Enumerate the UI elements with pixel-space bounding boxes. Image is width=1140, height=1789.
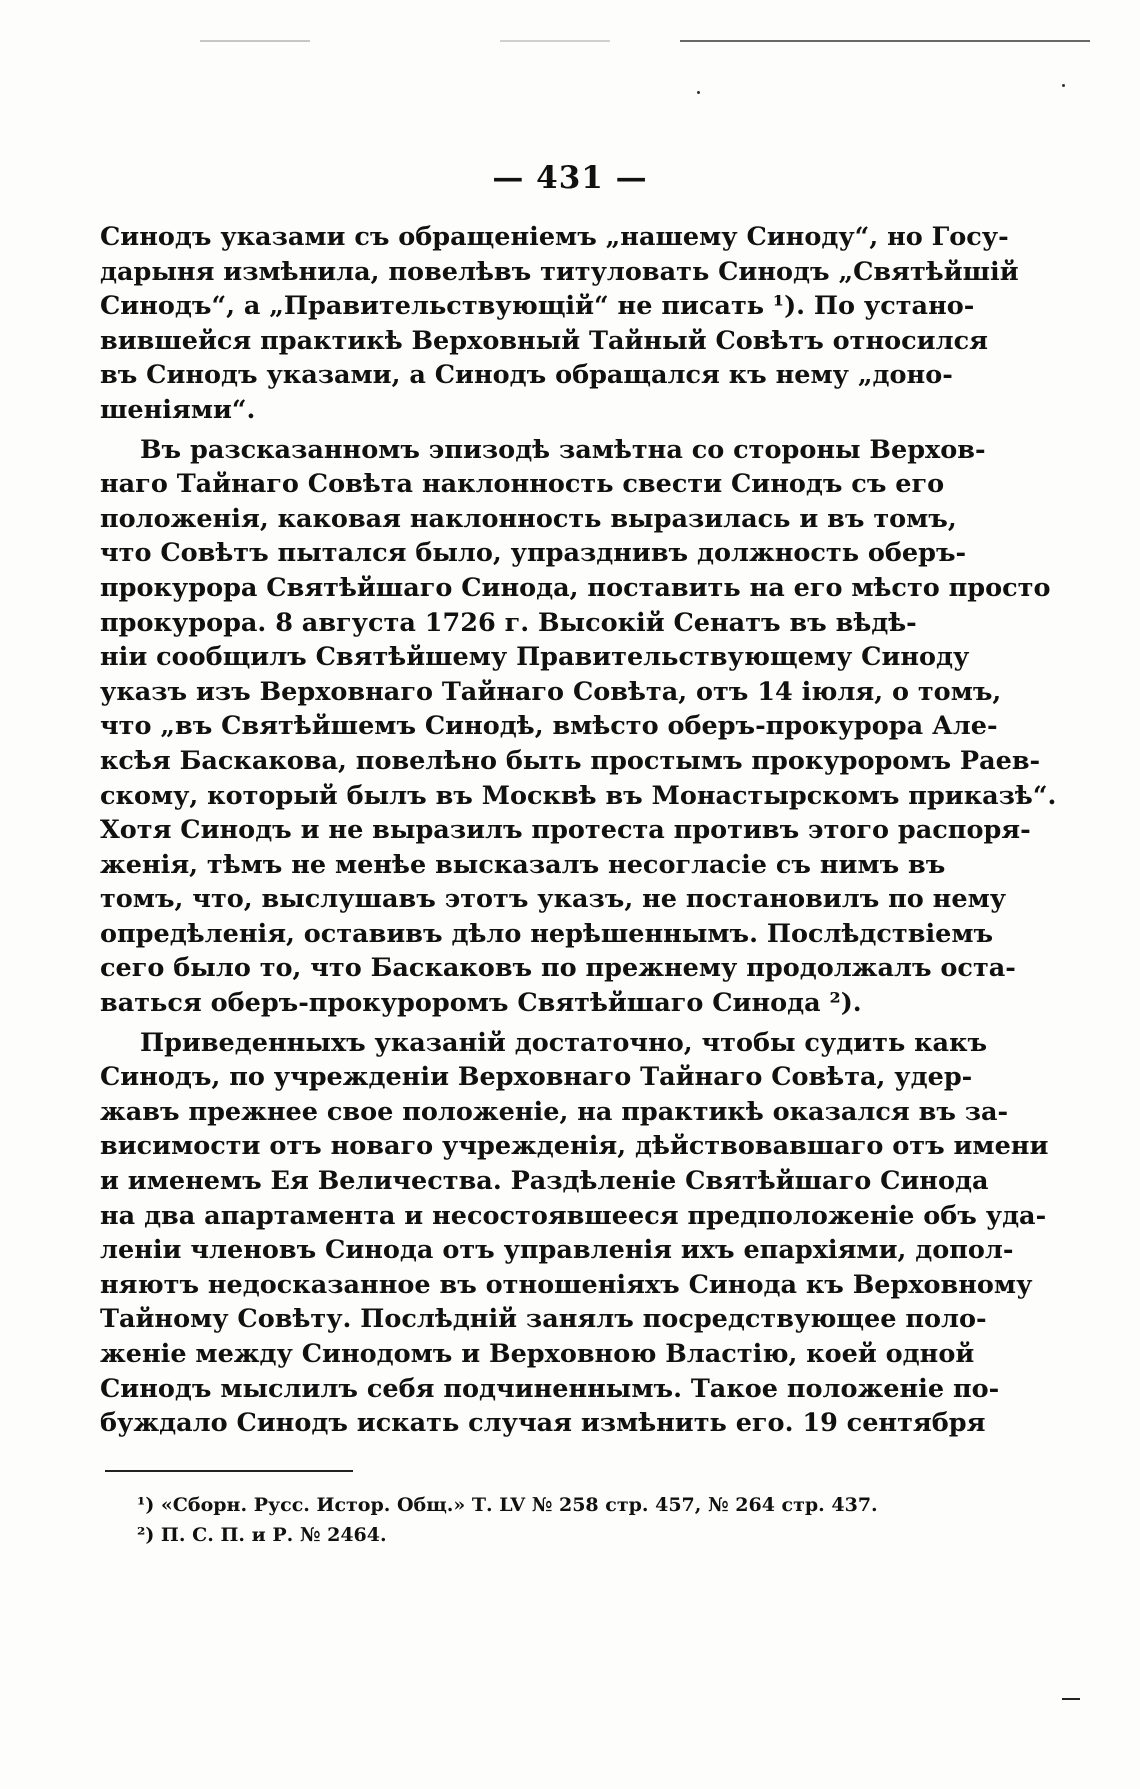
text-line: ніи сообщилъ Святѣйшему Правительствующему Синоду — [100, 642, 970, 673]
text-line: женія, тѣмъ не менѣе высказалъ несогласіе съ нимъ въ — [100, 849, 946, 880]
margin-mark — [1062, 1698, 1080, 1700]
text-line: сего было то, что Баскаковъ по прежнему продолжалъ оста- — [100, 953, 1016, 984]
text-line: Синодъ мыслилъ себя подчиненнымъ. Такое положеніе по- — [100, 1373, 1000, 1404]
footnote-text: «Сборн. Русс. Истор. Общ.» Т. LV № 258 стр. 457, № 264 стр. 437. — [154, 1494, 878, 1516]
footnote-mark: ¹) — [137, 1494, 155, 1516]
footnote-mark: ²) — [137, 1524, 155, 1546]
text-line: и именемъ Ея Величества. Раздѣленіе Святѣйшаго Синода — [100, 1166, 989, 1197]
footnote-text: П. С. П. и Р. № 2464. — [154, 1524, 387, 1546]
text-line: ксѣя Баскакова, повелѣно быть простымъ прокуроромъ Раев- — [100, 745, 1041, 776]
text-line: жавъ прежнее свое положеніе, на практикѣ оказался въ за- — [100, 1096, 1009, 1127]
text-line: дарыня измѣнила, повелѣвъ титуловать Синодъ „Святѣйшій — [100, 256, 1019, 287]
text-line: Синодъ“, а „Правительствующій“ не писать ¹). По устано- — [100, 291, 975, 322]
text-line: что „въ Святѣйшемъ Синодѣ, вмѣсто оберъ-прокурора Але- — [100, 711, 998, 742]
text-line: опредѣленія, оставивъ дѣло нерѣшеннымъ. Послѣдствіемъ — [100, 918, 994, 949]
text-line: томъ, что, выслушавъ этотъ указъ, не постановилъ по нему — [100, 884, 1007, 915]
scan-speck — [697, 91, 700, 94]
text-line: Синодъ, по учрежденіи Верховнаго Тайнаго Совѣта, удер- — [100, 1062, 973, 1093]
text-line: что Совѣтъ пытался было, упразднивъ должность оберъ- — [100, 538, 967, 569]
text-line: вившейся практикѣ Верховный Тайный Совѣтъ относился — [100, 325, 988, 356]
text-line: шеніями“. — [100, 394, 256, 425]
text-line: женіе между Синодомъ и Верховною Властію, коей одной — [100, 1339, 975, 1369]
text-line: наго Тайнаго Совѣта наклонность свести Синодъ съ его — [100, 469, 945, 500]
text-line: прокурора Святѣйшаго Синода, поставить на его мѣсто просто — [100, 572, 1051, 603]
paragraph-first-line: Въ разсказанномъ эпизодѣ замѣтна со стороны Верхов- — [140, 434, 986, 465]
text-line: скому, который былъ въ Москвѣ въ Монастырскомъ приказѣ“. — [100, 780, 1057, 811]
paragraph-first-line: Приведенныхъ указаній достаточно, чтобы судить какъ — [140, 1027, 988, 1058]
text-line: леніи членовъ Синода отъ управленія ихъ епархіями, допол- — [100, 1235, 1014, 1266]
text-line: Тайному Совѣту. Послѣдній занялъ посредствующее поло- — [100, 1304, 987, 1335]
scan-speck — [1062, 84, 1065, 87]
footnote-divider — [105, 1470, 353, 1472]
text-line: буждало Синодъ искать случая измѣнить его. 19 сентября — [100, 1408, 986, 1439]
text-line: няютъ недосказанное въ отношеніяхъ Синода къ Верховному — [100, 1269, 1033, 1300]
page-number: — 431 — — [492, 160, 648, 196]
text-line: прокурора. 8 августа 1726 г. Высокій Сенатъ въ вѣдѣ- — [100, 607, 917, 638]
text-line: въ Синодъ указами, а Синодъ обращался къ нему „доно- — [100, 360, 953, 391]
text-line: указъ изъ Верховнаго Тайнаго Совѣта, отъ 14 іюля, о томъ, — [100, 676, 1002, 707]
text-line: висимости отъ новаго учрежденія, дѣйствовавшаго отъ имени — [100, 1131, 1049, 1162]
footnote-1 — [137, 1490, 877, 1520]
text-line: Синодъ указами съ обращеніемъ „нашему Синоду“, но Госу- — [100, 222, 1009, 252]
body-text — [100, 220, 1057, 1441]
text-line: ваться оберъ-прокуроромъ Святѣйшаго Синода ²). — [100, 988, 862, 1019]
scan-artifact-line — [200, 40, 310, 42]
footnote-2 — [137, 1520, 877, 1550]
scan-artifact-line — [680, 40, 1090, 42]
footnotes — [137, 1490, 877, 1550]
text-line: положенія, каковая наклонность выразилась и въ томъ, — [100, 503, 957, 534]
text-line: на два апартамента и несостоявшееся предположеніе объ уда- — [100, 1200, 1047, 1231]
scan-artifact-line — [500, 40, 610, 42]
text-line: Хотя Синодъ и не выразилъ протеста противъ этого распоря- — [100, 815, 1031, 846]
